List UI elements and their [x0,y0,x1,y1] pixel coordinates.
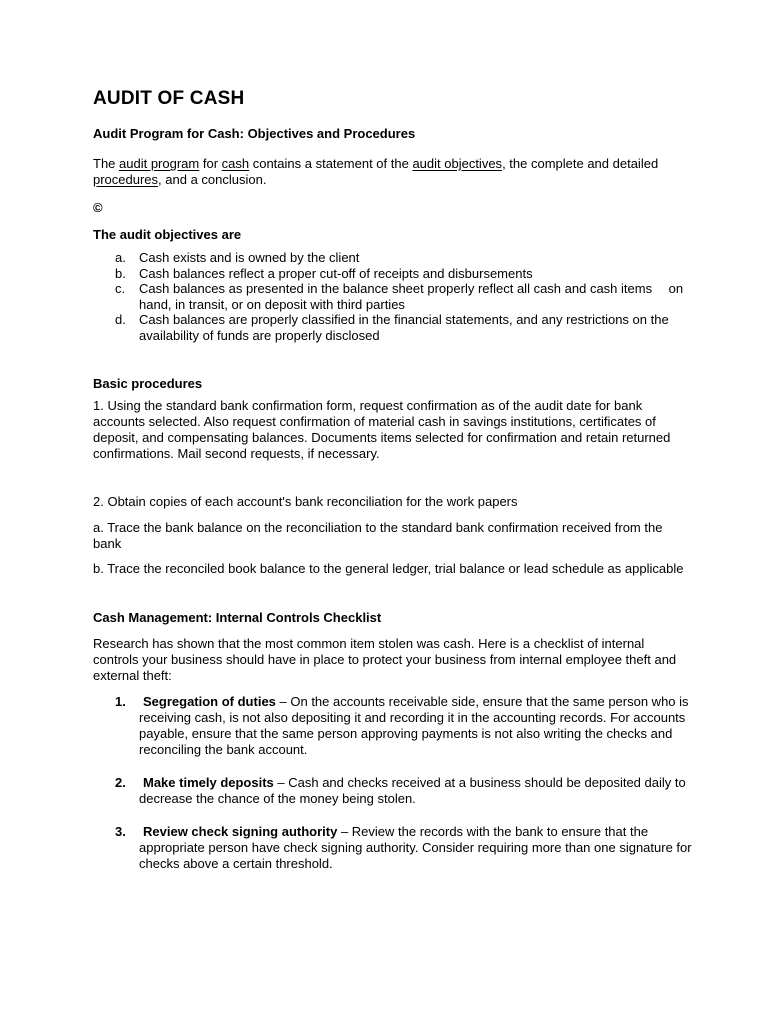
section-heading-audit-objectives: The audit objectives are [93,227,242,242]
section-heading-cash-management: Cash Management: Internal Controls Checklist [93,610,382,625]
list-item [93,775,693,807]
procedure-paragraph-2: 2. Obtain copies of each account's bank reconciliation for the work papers [93,494,518,509]
list-item [93,250,693,266]
list-marker: 3. [115,824,126,839]
section-heading-audit-program: Audit Program for Cash: Objectives and Procedures [93,126,416,141]
procedure-paragraph-2b: b. Trace the reconciled book balance to the general ledger, trial balance or lead schedule as applicable [93,561,684,576]
controls-checklist [93,694,693,872]
list-item-text: Cash balances reflect a proper cut-off of receipts and disbursements [139,265,533,281]
list-marker: d. [115,312,126,327]
section-heading-basic-procedures: Basic procedures [93,376,203,391]
list-item-text: Cash balances as presented in the balance sheet properly reflect all cash and cash items on hand, in transit, or on deposit with third parties [139,281,684,312]
list-marker: c. [115,281,126,296]
list-item-text: Cash exists and is owned by the client [139,250,360,265]
list-item [93,266,693,282]
document-body [93,0,693,872]
intro-paragraph [93,156,693,188]
intro-text: contains a statement of the [249,156,413,171]
checklist-item-text: – Cash and checks received at a business should be deposited daily to decrease the chance of the money being stolen. [139,775,686,806]
list-item [93,824,693,872]
intro-text: , the complete and detailed [502,156,659,171]
page-title: AUDIT OF CASH [93,88,245,109]
list-marker: a. [115,250,126,265]
list-marker: 2. [115,775,126,790]
checklist-item-title: Segregation of duties [143,694,276,709]
link-procedures[interactable]: procedures [93,172,159,187]
link-cash[interactable]: cash [221,156,250,171]
list-item-text: Cash balances are properly classified in the financial statements, and any restrictions on the availability of funds are properly disclosed [139,312,669,343]
intro-text: The [93,156,120,171]
procedure-paragraph-2a: a. Trace the bank balance on the reconciliation to the standard bank confirmation received from the bank [93,520,663,551]
list-item [93,312,693,343]
cash-management-intro: Research has shown that the most common item stolen was cash. Here is a checklist of internal controls your business should have in place to protect your business from internal employee theft and external theft: [93,636,677,683]
checklist-item-text: – Review the records with the bank to ensure that the appropriate person have check signing authority. Consider requiring more than one signature for checks above a certain threshold. [139,824,692,871]
procedure-paragraph-1: 1. Using the standard bank confirmation form, request confirmation as of the audit date for bank accounts selected. Also request confirmation of material cash in savings institutions, certificates of deposit, and compensating balances. Documents items selected for confirmation and retain returned confirmations. Mail second requests, if necessary. [93,398,671,461]
intro-text: , and a conclusion. [158,172,267,187]
link-audit-objectives[interactable]: audit objectives [412,156,503,171]
list-marker: 1. [115,694,126,709]
checklist-item-title: Review check signing authority [143,824,338,839]
objectives-list [93,250,693,343]
list-item [93,281,693,312]
intro-text: for [199,156,222,171]
checklist-item-text: – On the accounts receivable side, ensure that the same person who is receiving cash, is not also depositing it and recording it in the accounting records. For accounts payable, ensure that the same person approving payments is not also writing the checks and reconciling the bank account. [139,694,689,757]
checklist-item-title: Make timely deposits [143,775,274,790]
copyright-symbol: © [93,200,103,215]
list-item [93,694,693,758]
list-marker: b. [115,265,126,281]
link-audit-program[interactable]: audit program [119,156,200,171]
